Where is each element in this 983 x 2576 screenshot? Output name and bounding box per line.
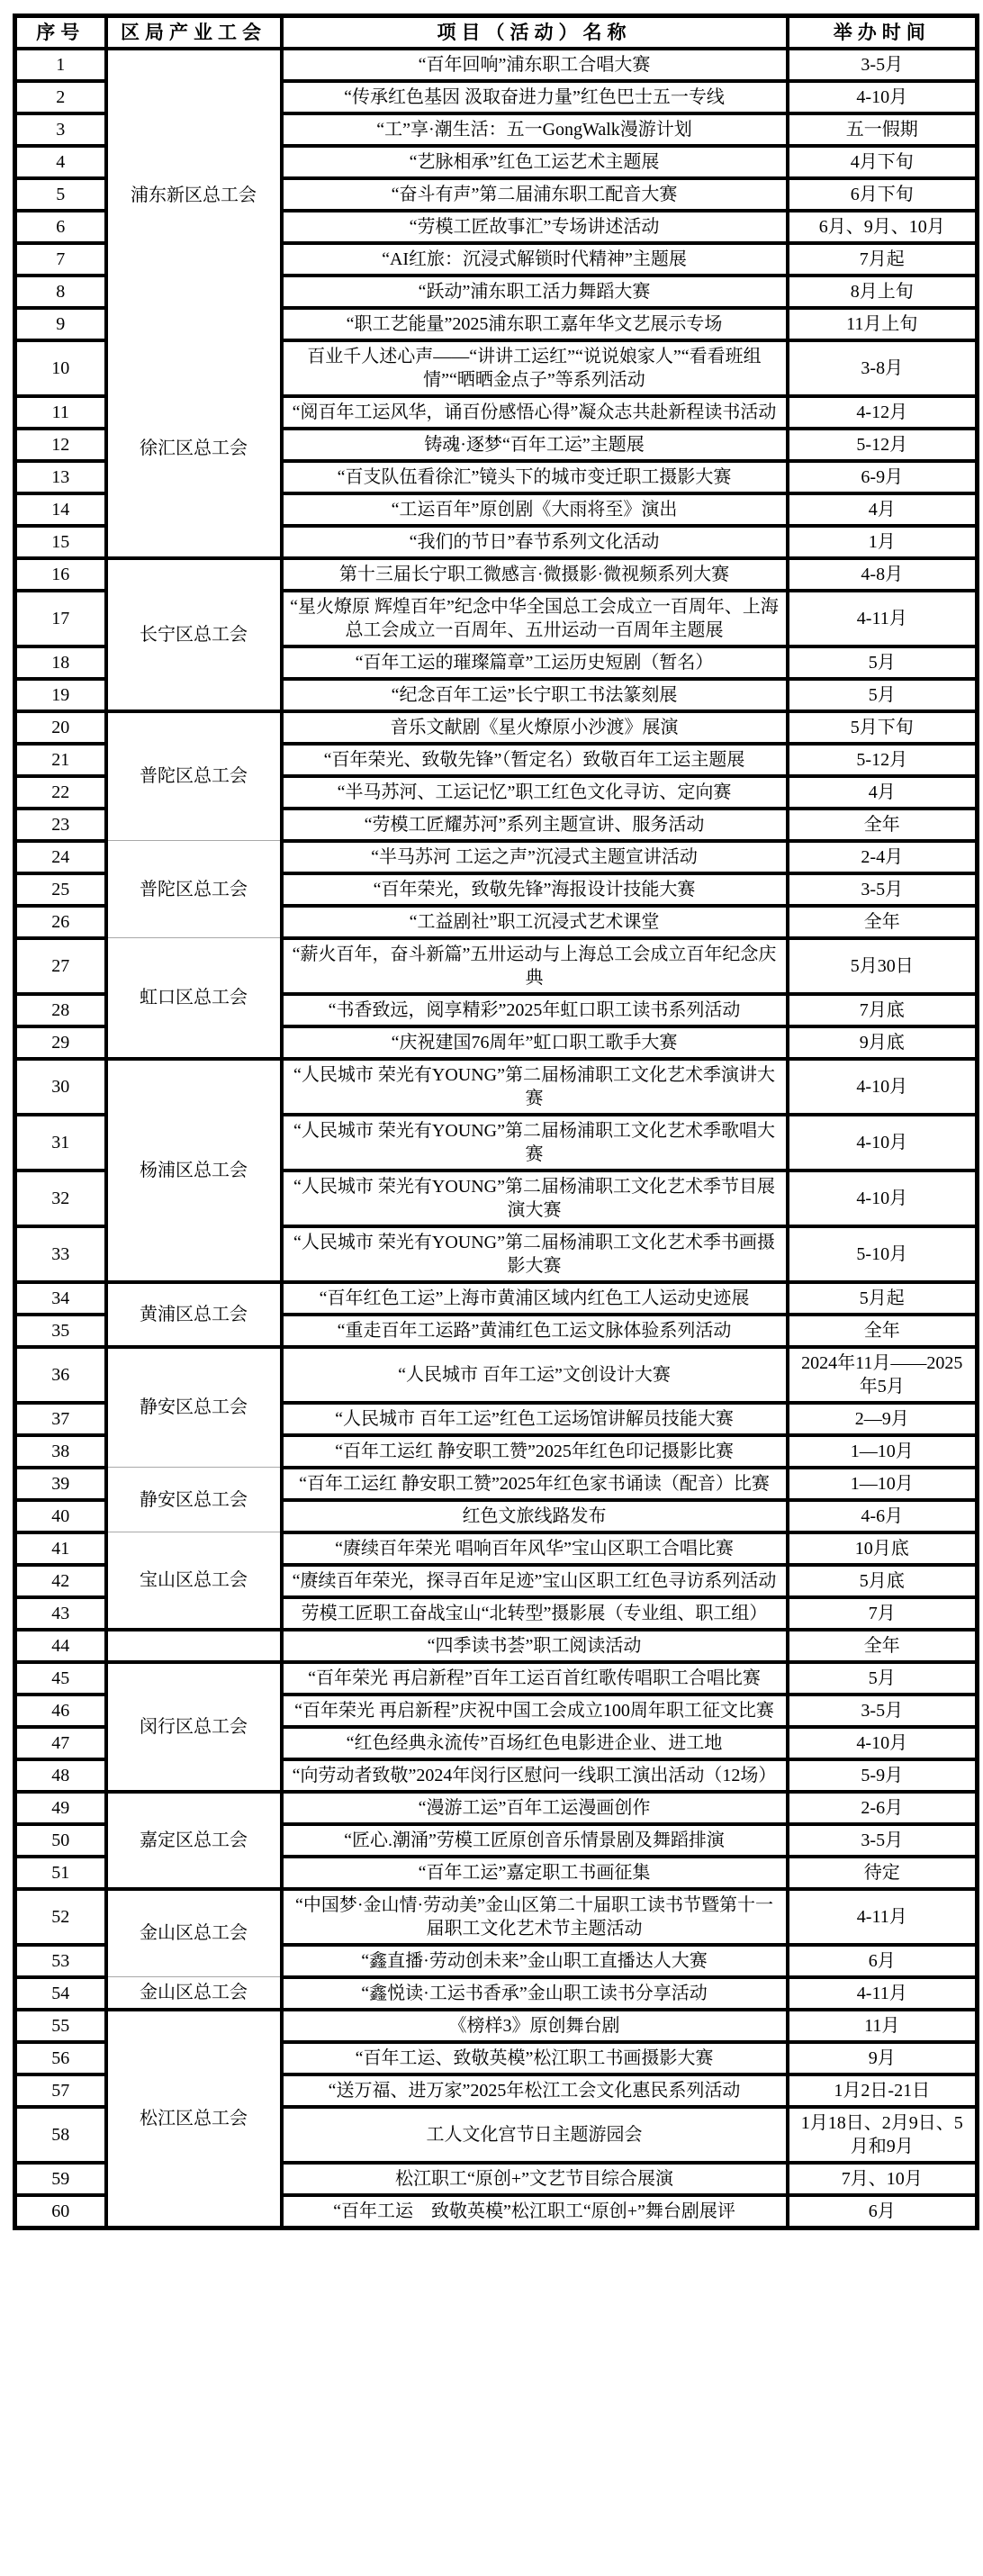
time-held-cell: 4月: [788, 493, 978, 526]
time-held-cell: 7月、10月: [788, 2163, 978, 2195]
row-number-cell: 9: [15, 308, 106, 340]
activity-name-cell: “百年荣光 再启新程”百年工运百首红歌传唱职工合唱比赛: [282, 1662, 788, 1695]
time-held-cell: 3-8月: [788, 340, 978, 396]
table-row: [15, 1282, 978, 1315]
row-number-cell: 3: [15, 113, 106, 146]
row-number-cell: 4: [15, 146, 106, 178]
activity-name-cell: “百年回响”浦东职工合唱大赛: [282, 49, 788, 81]
activity-name-cell: “阅百年工运风华，诵百份感悟心得”凝众志共赴新程读书活动: [282, 396, 788, 429]
row-number-cell: 33: [15, 1226, 106, 1282]
time-held-cell: 4-11月: [788, 1977, 978, 2010]
activity-name-cell: “我们的节日”春节系列文化活动: [282, 526, 788, 558]
activity-name-cell: “匠心.潮涌”劳模工匠原创音乐情景剧及舞蹈排演: [282, 1824, 788, 1857]
row-number-cell: 19: [15, 679, 106, 711]
time-held-cell: 9月: [788, 2042, 978, 2074]
union-cell: 普陀区总工会: [106, 841, 282, 938]
time-held-cell: 5-12月: [788, 744, 978, 776]
activity-name-cell: “红色经典永流传”百场红色电影进企业、进工地: [282, 1727, 788, 1759]
table-row: [15, 49, 978, 81]
row-number-cell: 13: [15, 461, 106, 493]
row-number-cell: 8: [15, 276, 106, 308]
row-number-cell: 51: [15, 1857, 106, 1889]
time-held-cell: 全年: [788, 1315, 978, 1347]
activity-name-cell: “鑫悦读·工运书香承”金山职工读书分享活动: [282, 1977, 788, 2010]
time-held-cell: 5月起: [788, 1282, 978, 1315]
row-number-cell: 59: [15, 2163, 106, 2195]
row-number-cell: 5: [15, 178, 106, 211]
row-number-cell: 38: [15, 1435, 106, 1468]
time-held-cell: 4-12月: [788, 396, 978, 429]
row-number-cell: 14: [15, 493, 106, 526]
time-held-cell: 7月起: [788, 243, 978, 276]
activity-name-cell: “纪念百年工运”长宁职工书法篆刻展: [282, 679, 788, 711]
table-row: [15, 1630, 978, 1662]
time-held-cell: 9月底: [788, 1026, 978, 1059]
time-held-cell: 4-8月: [788, 558, 978, 591]
activity-name-cell: “工”享·潮生活：五一GongWalk漫游计划: [282, 113, 788, 146]
time-held-cell: 3-5月: [788, 1824, 978, 1857]
activity-schedule-table: [13, 14, 979, 2230]
activity-name-cell: 红色文旅线路发布: [282, 1500, 788, 1532]
row-number-cell: 37: [15, 1403, 106, 1435]
time-held-cell: 5月: [788, 679, 978, 711]
time-held-cell: 4月: [788, 776, 978, 809]
time-held-cell: 1月2日-21日: [788, 2074, 978, 2107]
activity-name-cell: “百支队伍看徐汇”镜头下的城市变迁职工摄影大赛: [282, 461, 788, 493]
table-body: [15, 49, 978, 2228]
row-number-cell: 24: [15, 841, 106, 873]
row-number-cell: 41: [15, 1532, 106, 1565]
union-cell: 金山区总工会: [106, 1889, 282, 1977]
time-held-cell: 3-5月: [788, 873, 978, 906]
row-number-cell: 55: [15, 2010, 106, 2042]
activity-name-cell: “百年工运、致敬英模”松江职工书画摄影大赛: [282, 2042, 788, 2074]
time-held-cell: 1月18日、2月9日、5月和9月: [788, 2107, 978, 2163]
activity-name-cell: “中国梦·金山情·劳动美”金山区第二十届职工读书节暨第十一届职工文化艺术节主题活动: [282, 1889, 788, 1945]
row-number-cell: 44: [15, 1630, 106, 1662]
activity-name-cell: “人民城市 荣光有YOUNG”第二届杨浦职工文化艺术季演讲大赛: [282, 1059, 788, 1115]
time-held-cell: 11月上旬: [788, 308, 978, 340]
table-row: [15, 1662, 978, 1695]
row-number-cell: 25: [15, 873, 106, 906]
activity-name-cell: 劳模工匠职工奋战宝山“北转型”摄影展（专业组、职工组）: [282, 1597, 788, 1630]
activity-name-cell: “人民城市 荣光有YOUNG”第二届杨浦职工文化艺术季歌唱大赛: [282, 1115, 788, 1170]
time-held-cell: 4-11月: [788, 591, 978, 646]
row-number-cell: 2: [15, 81, 106, 113]
activity-name-cell: “百年荣光，致敬先锋”海报设计技能大赛: [282, 873, 788, 906]
time-held-cell: 5月: [788, 646, 978, 679]
time-held-cell: 2-6月: [788, 1792, 978, 1824]
table-row: [15, 340, 978, 396]
row-number-cell: 46: [15, 1695, 106, 1727]
time-held-cell: 3-5月: [788, 1695, 978, 1727]
activity-name-cell: 松江职工“原创+”文艺节目综合展演: [282, 2163, 788, 2195]
table-row: [15, 2010, 978, 2042]
activity-name-cell: “星火燎原 辉煌百年”纪念中华全国总工会成立一百周年、上海总工会成立一百周年、五卅运动一百周年主题展: [282, 591, 788, 646]
activity-name-cell: “传承红色基因 汲取奋进力量”红色巴士五一专线: [282, 81, 788, 113]
time-held-cell: 4-10月: [788, 1115, 978, 1170]
row-number-cell: 40: [15, 1500, 106, 1532]
table-row: [15, 1347, 978, 1403]
activity-name-cell: “百年荣光 再启新程”庆祝中国工会成立100周年职工征文比赛: [282, 1695, 788, 1727]
row-number-cell: 20: [15, 711, 106, 744]
time-held-cell: 10月底: [788, 1532, 978, 1565]
time-held-cell: 5-12月: [788, 429, 978, 461]
time-held-cell: 11月: [788, 2010, 978, 2042]
row-number-cell: 31: [15, 1115, 106, 1170]
row-number-cell: 32: [15, 1170, 106, 1226]
row-number-cell: 12: [15, 429, 106, 461]
union-cell: 黄浦区总工会: [106, 1282, 282, 1347]
time-held-cell: 2024年11月——2025年5月: [788, 1347, 978, 1403]
activity-name-cell: “半马苏河、工运记忆”职工红色文化寻访、定向赛: [282, 776, 788, 809]
activity-name-cell: “赓续百年荣光，探寻百年足迹”宝山区职工红色寻访系列活动: [282, 1565, 788, 1597]
table-row: [15, 1468, 978, 1500]
row-number-cell: 39: [15, 1468, 106, 1500]
time-held-cell: 6月: [788, 2195, 978, 2228]
activity-name-cell: “百年工运”嘉定职工书画征集: [282, 1857, 788, 1889]
time-held-cell: 5月30日: [788, 938, 978, 994]
row-number-cell: 50: [15, 1824, 106, 1857]
time-held-cell: 1月: [788, 526, 978, 558]
activity-name-cell: “百年荣光、致敬先锋”（暂定名）致敬百年工运主题展: [282, 744, 788, 776]
union-cell: 松江区总工会: [106, 2010, 282, 2228]
union-cell: 杨浦区总工会: [106, 1059, 282, 1282]
activity-name-cell: “向劳动者致敬”2024年闵行区慰问一线职工演出活动（12场）: [282, 1759, 788, 1792]
row-number-cell: 1: [15, 49, 106, 81]
time-held-cell: 4月下旬: [788, 146, 978, 178]
row-number-cell: 42: [15, 1565, 106, 1597]
union-cell: 浦东新区总工会: [106, 49, 282, 340]
time-held-cell: 5-9月: [788, 1759, 978, 1792]
row-number-cell: 30: [15, 1059, 106, 1115]
activity-name-cell: 第十三届长宁职工微感言·微摄影·微视频系列大赛: [282, 558, 788, 591]
row-number-cell: 10: [15, 340, 106, 396]
time-held-cell: 4-10月: [788, 1170, 978, 1226]
header-district-union: 区局产业工会: [106, 16, 282, 49]
table-row: [15, 1977, 978, 2010]
time-held-cell: 5月: [788, 1662, 978, 1695]
time-held-cell: 8月上旬: [788, 276, 978, 308]
row-number-cell: 48: [15, 1759, 106, 1792]
row-number-cell: 34: [15, 1282, 106, 1315]
row-number-cell: 6: [15, 211, 106, 243]
activity-name-cell: “跃动”浦东职工活力舞蹈大赛: [282, 276, 788, 308]
activity-name-cell: “AI红旅：沉浸式解锁时代精神”主题展: [282, 243, 788, 276]
activity-name-cell: “漫游工运”百年工运漫画创作: [282, 1792, 788, 1824]
activity-name-cell: “工益剧社”职工沉浸式艺术课堂: [282, 906, 788, 938]
activity-name-cell: “重走百年工运路”黄浦红色工运文脉体验系列活动: [282, 1315, 788, 1347]
activity-name-cell: “人民城市 百年工运”文创设计大赛: [282, 1347, 788, 1403]
time-held-cell: 全年: [788, 1630, 978, 1662]
activity-name-cell: “百年工运红 静安职工赞”2025年红色家书诵读（配音）比赛: [282, 1468, 788, 1500]
activity-name-cell: “奋斗有声”第二届浦东职工配音大赛: [282, 178, 788, 211]
row-number-cell: 11: [15, 396, 106, 429]
row-number-cell: 36: [15, 1347, 106, 1403]
row-number-cell: 35: [15, 1315, 106, 1347]
time-held-cell: 2—9月: [788, 1403, 978, 1435]
activity-name-cell: “百年工运的璀璨篇章”工运历史短剧（暂名）: [282, 646, 788, 679]
row-number-cell: 43: [15, 1597, 106, 1630]
union-cell: 闵行区总工会: [106, 1662, 282, 1792]
union-cell: 虹口区总工会: [106, 938, 282, 1059]
table-row: [15, 1792, 978, 1824]
union-cell: [106, 1630, 282, 1662]
time-held-cell: 5-10月: [788, 1226, 978, 1282]
row-number-cell: 45: [15, 1662, 106, 1695]
activity-name-cell: 《榜样3》原创舞台剧: [282, 2010, 788, 2042]
activity-name-cell: “鑫直播·劳动创未来”金山职工直播达人大赛: [282, 1945, 788, 1977]
time-held-cell: 全年: [788, 809, 978, 841]
time-held-cell: 5月下旬: [788, 711, 978, 744]
activity-name-cell: “劳模工匠故事汇”专场讲述活动: [282, 211, 788, 243]
row-number-cell: 58: [15, 2107, 106, 2163]
time-held-cell: 7月: [788, 1597, 978, 1630]
activity-name-cell: “劳模工匠耀苏河”系列主题宣讲、服务活动: [282, 809, 788, 841]
activity-name-cell: “人民城市 百年工运”红色工运场馆讲解员技能大赛: [282, 1403, 788, 1435]
table-row: [15, 1532, 978, 1565]
table-row: [15, 711, 978, 744]
activity-name-cell: “送万福、进万家”2025年松江工会文化惠民系列活动: [282, 2074, 788, 2107]
row-number-cell: 23: [15, 809, 106, 841]
table-row: [15, 1889, 978, 1945]
time-held-cell: 6-9月: [788, 461, 978, 493]
time-held-cell: 6月下旬: [788, 178, 978, 211]
time-held-cell: 6月: [788, 1945, 978, 1977]
row-number-cell: 54: [15, 1977, 106, 2010]
table-row: [15, 1059, 978, 1115]
activity-name-cell: “人民城市 荣光有YOUNG”第二届杨浦职工文化艺术季节目展演大赛: [282, 1170, 788, 1226]
activity-name-cell: 工人文化宫节日主题游园会: [282, 2107, 788, 2163]
union-cell: 静安区总工会: [106, 1468, 282, 1532]
activity-name-cell: “书香致远，阅享精彩”2025年虹口职工读书系列活动: [282, 994, 788, 1026]
table-row: [15, 938, 978, 994]
time-held-cell: 6月、9月、10月: [788, 211, 978, 243]
row-number-cell: 60: [15, 2195, 106, 2228]
union-cell: 徐汇区总工会: [106, 340, 282, 558]
activity-name-cell: 铸魂·逐梦“百年工运”主题展: [282, 429, 788, 461]
row-number-cell: 15: [15, 526, 106, 558]
activity-name-cell: 百业千人述心声——“讲讲工运红”“说说娘家人”“看看班组情”“晒晒金点子”等系列活动: [282, 340, 788, 396]
activity-name-cell: “半马苏河 工运之声”沉浸式主题宣讲活动: [282, 841, 788, 873]
time-held-cell: 4-10月: [788, 1059, 978, 1115]
activity-name-cell: “人民城市 荣光有YOUNG”第二届杨浦职工文化艺术季书画摄影大赛: [282, 1226, 788, 1282]
row-number-cell: 53: [15, 1945, 106, 1977]
time-held-cell: 2-4月: [788, 841, 978, 873]
activity-name-cell: “赓续百年荣光 唱响百年风华”宝山区职工合唱比赛: [282, 1532, 788, 1565]
row-number-cell: 52: [15, 1889, 106, 1945]
activity-name-cell: “四季读书荟”职工阅读活动: [282, 1630, 788, 1662]
row-number-cell: 29: [15, 1026, 106, 1059]
time-held-cell: 3-5月: [788, 49, 978, 81]
row-number-cell: 7: [15, 243, 106, 276]
header-activity-name: 项目（活动）名称: [282, 16, 788, 49]
time-held-cell: 4-6月: [788, 1500, 978, 1532]
time-held-cell: 7月底: [788, 994, 978, 1026]
row-number-cell: 28: [15, 994, 106, 1026]
union-cell: 长宁区总工会: [106, 558, 282, 711]
activity-name-cell: “百年红色工运”上海市黄浦区域内红色工人运动史迹展: [282, 1282, 788, 1315]
table-row: [15, 841, 978, 873]
table-row: [15, 558, 978, 591]
time-held-cell: 待定: [788, 1857, 978, 1889]
row-number-cell: 27: [15, 938, 106, 994]
row-number-cell: 56: [15, 2042, 106, 2074]
time-held-cell: 5月底: [788, 1565, 978, 1597]
row-number-cell: 26: [15, 906, 106, 938]
union-cell: 普陀区总工会: [106, 711, 282, 841]
activity-name-cell: “艺脉相承”红色工运艺术主题展: [282, 146, 788, 178]
activity-name-cell: “薪火百年，奋斗新篇”五卅运动与上海总工会成立百年纪念庆典: [282, 938, 788, 994]
header-row: [15, 16, 978, 49]
row-number-cell: 16: [15, 558, 106, 591]
activity-name-cell: “庆祝建国76周年”虹口职工歌手大赛: [282, 1026, 788, 1059]
activity-name-cell: “百年工运 致敬英模”松江职工“原创+”舞台剧展评: [282, 2195, 788, 2228]
row-number-cell: 47: [15, 1727, 106, 1759]
row-number-cell: 21: [15, 744, 106, 776]
activity-name-cell: “百年工运红 静安职工赞”2025年红色印记摄影比赛: [282, 1435, 788, 1468]
row-number-cell: 22: [15, 776, 106, 809]
row-number-cell: 49: [15, 1792, 106, 1824]
activity-name-cell: “职工艺能量”2025浦东职工嘉年华文艺展示专场: [282, 308, 788, 340]
time-held-cell: 五一假期: [788, 113, 978, 146]
union-cell: 静安区总工会: [106, 1347, 282, 1468]
union-cell: 宝山区总工会: [106, 1532, 282, 1630]
time-held-cell: 4-10月: [788, 1727, 978, 1759]
time-held-cell: 1—10月: [788, 1435, 978, 1468]
activity-name-cell: “工运百年”原创剧《大雨将至》演出: [282, 493, 788, 526]
header-time-held: 举办时间: [788, 16, 978, 49]
union-cell: 嘉定区总工会: [106, 1792, 282, 1889]
time-held-cell: 4-10月: [788, 81, 978, 113]
row-number-cell: 18: [15, 646, 106, 679]
header-serial-number: 序号: [15, 16, 106, 49]
union-cell: 金山区总工会: [106, 1977, 282, 2010]
row-number-cell: 57: [15, 2074, 106, 2107]
time-held-cell: 1—10月: [788, 1468, 978, 1500]
activity-name-cell: 音乐文献剧《星火燎原小沙渡》展演: [282, 711, 788, 744]
time-held-cell: 全年: [788, 906, 978, 938]
row-number-cell: 17: [15, 591, 106, 646]
time-held-cell: 4-11月: [788, 1889, 978, 1945]
